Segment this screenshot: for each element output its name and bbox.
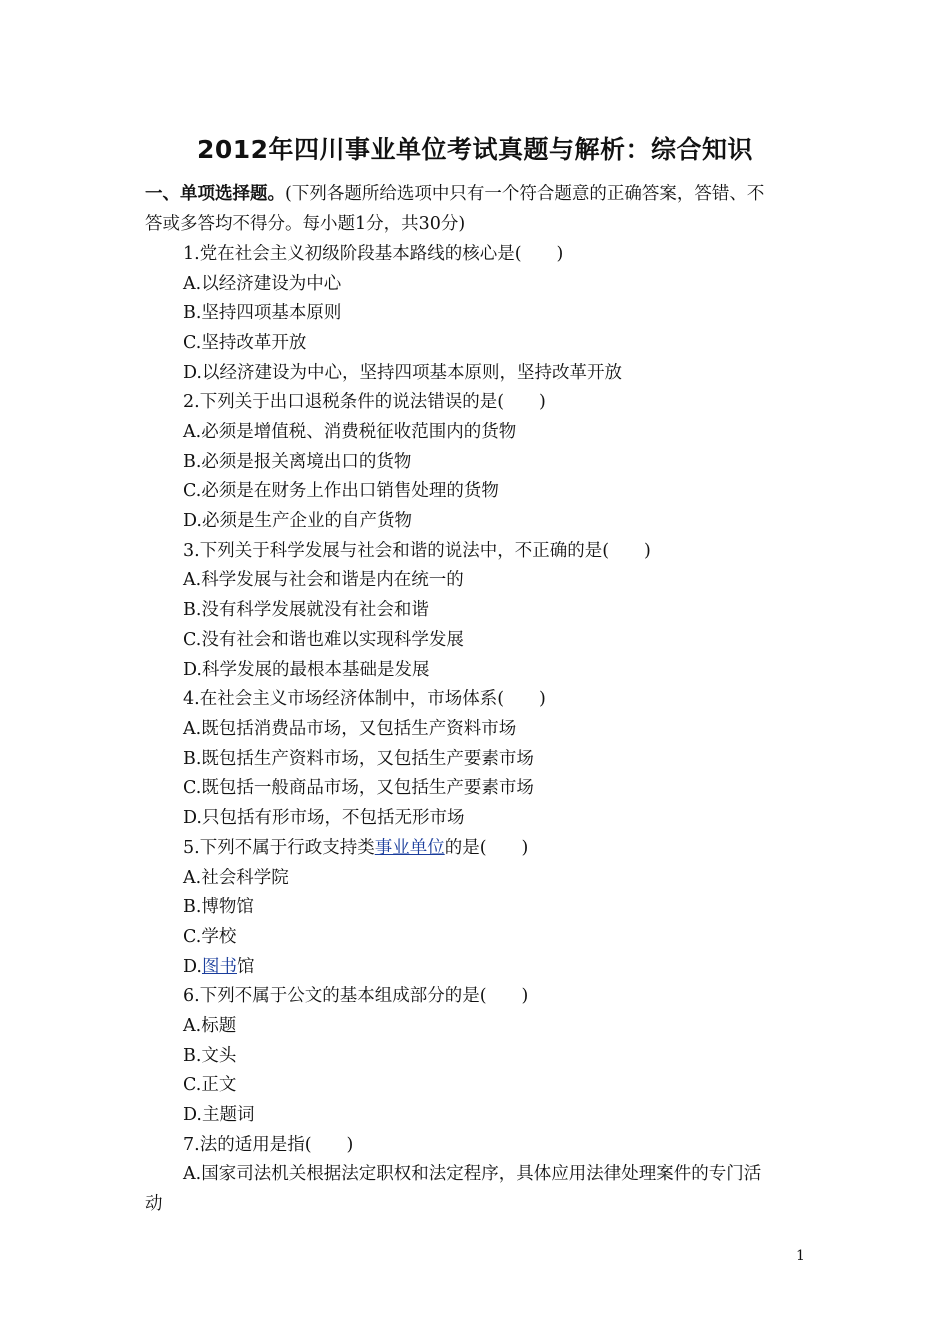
option-5d: [183, 956, 254, 978]
option-5d-suffix: 馆: [236, 957, 255, 977]
question-2: 2.下列关于出口退税条件的说法错误的是( ): [183, 392, 546, 412]
option-2c: C.必须是在财务上作出口销售处理的货物: [183, 481, 499, 501]
option-7a-continued: 动: [145, 1194, 163, 1214]
option-5a: A.社会科学院: [183, 868, 289, 888]
option-2b: B.必须是报关离境出口的货物: [183, 452, 412, 472]
question-6: 6.下列不属于公文的基本组成部分的是( ): [183, 986, 529, 1006]
tushu-link[interactable]: 图书: [201, 957, 237, 977]
option-4a: A.既包括消费品市场，又包括生产资料市场: [183, 719, 517, 739]
option-6c: C.正文: [183, 1075, 237, 1095]
question-3: 3.下列关于科学发展与社会和谐的说法中，不正确的是( ): [183, 541, 651, 561]
option-6b: B.文头: [183, 1046, 237, 1066]
section-heading: 一、单项选择题。: [145, 184, 285, 204]
option-1b: B.坚持四项基本原则: [183, 303, 342, 323]
option-7a: A.国家司法机关根据法定职权和法定程序，具体应用法律处理案件的专门活: [183, 1164, 762, 1184]
option-6a: A.标题: [183, 1016, 237, 1036]
option-3c: C.没有社会和谐也难以实现科学发展: [183, 630, 464, 650]
option-3d: D.科学发展的最根本基础是发展: [183, 660, 430, 680]
option-5d-prefix: D.: [183, 957, 202, 977]
question-5-text-end: 的是( ): [444, 838, 529, 858]
option-3b: B.没有科学发展就没有社会和谐: [183, 600, 429, 620]
option-1a: A.以经济建设为中心: [183, 274, 342, 294]
question-1: 1.党在社会主义初级阶段基本路线的核心是( ): [183, 244, 564, 264]
option-1c: C.坚持改革开放: [183, 333, 307, 353]
page-title: 2012年四川事业单位考试真题与解析：综合知识: [196, 135, 754, 164]
section-description: (下列各题所给选项中只有一个符合题意的正确答案，答错、不: [285, 184, 765, 204]
section-intro-line2: 答或多答均不得分。每小题1分，共30分): [145, 214, 466, 234]
section-intro-line1: [145, 183, 764, 205]
question-7: 7.法的适用是指( ): [183, 1135, 354, 1155]
option-4c: C.既包括一般商品市场，又包括生产要素市场: [183, 778, 534, 798]
option-3a: A.科学发展与社会和谐是内在统一的: [183, 570, 464, 590]
shiye-danwei-link[interactable]: 事业单位: [374, 838, 445, 858]
question-4: 4.在社会主义市场经济体制中，市场体系( ): [183, 689, 546, 709]
option-2a: A.必须是增值税、消费税征收范围内的货物: [183, 422, 517, 442]
option-1d: D.以经济建设为中心，坚持四项基本原则，坚持改革开放: [183, 363, 622, 383]
page-number: 1: [796, 1248, 805, 1264]
option-5c: C.学校: [183, 927, 237, 947]
option-2d: D.必须是生产企业的自产货物: [183, 511, 412, 531]
option-4b: B.既包括生产资料市场，又包括生产要素市场: [183, 749, 534, 769]
option-5b: B.博物馆: [183, 897, 254, 917]
question-5: [183, 837, 528, 859]
question-5-text: 5.下列不属于行政支持类: [183, 838, 375, 858]
option-4d: D.只包括有形市场，不包括无形市场: [183, 808, 465, 828]
option-6d: D.主题词: [183, 1105, 255, 1125]
